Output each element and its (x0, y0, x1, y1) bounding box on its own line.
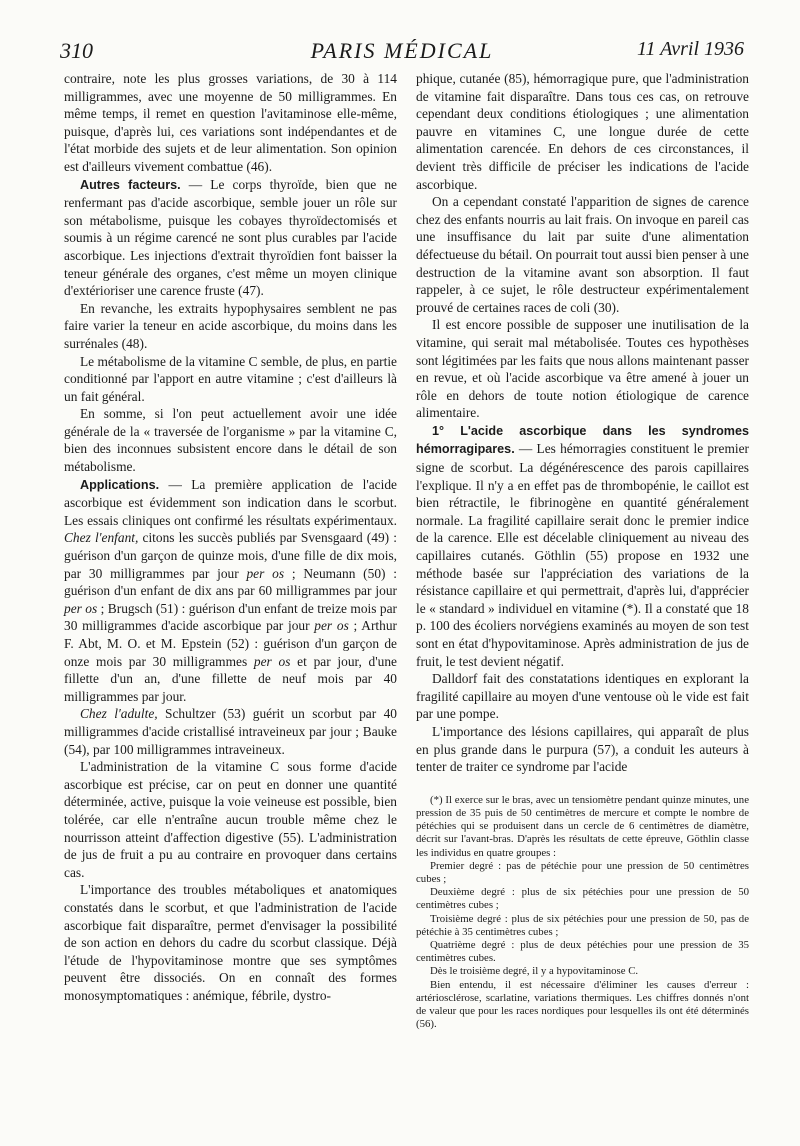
footnote-paragraph: Troisième degré : plus de six pétéchies pour une pression de 50, pas de pétéchie à 35 centimètres cubes ; (416, 912, 749, 938)
section-heading: 1° L'acide ascorbique dans les syndromes hémorragipares. (416, 423, 749, 457)
footnote (416, 794, 749, 1032)
paragraph: En somme, si l'on peut actuellement avoir une idée générale de la « traversée de l'organisme » par la vitamine C, bien des inconnues subsistent encore dans le détail de son métabolisme. (64, 406, 397, 475)
italic-text: Chez l'enfant, (64, 530, 139, 546)
section-heading: Applications. (80, 477, 160, 492)
footnote-paragraph: Deuxième degré : plus de six pétéchies pour une pression de 50 centimètres cubes ; (416, 886, 749, 912)
footnote-paragraph: Dès le troisième degré, il y a hypovitaminose C. (430, 965, 639, 978)
footnote-paragraph: Premier degré : pas de pétéchie pour une pression de 50 centimètres cubes ; (416, 859, 749, 885)
left-column (64, 70, 397, 1004)
paragraph-text: ; Neumann (50) : guérison d'un enfant de dix ans par 60 milligrammes par jour (64, 565, 397, 599)
paragraph: On a cependant constaté l'apparition de signes de carence chez des enfants nourris au lait frais. On invoque en pareil cas une insuffisance du lait par suite d'une alimentation défectueuse du bétail. On pourrait tout aussi bien penser à une destruction de la vitamine avant son absorption. Il faut rappeler, à ce sujet, le rôle destructeur expérimentalement prouvé de certaines races de coli (30). (416, 194, 749, 315)
paragraph: L'administration de la vitamine C sous forme d'acide ascorbique est précise, car on peut en donner une quantité déterminée, active, puisque la voie veineuse est possible, bien tolérée, car elle n'entraîne aucun trouble même chez le nourrisson atteint d'affection digestive (55). L'administration de jus de fruit a pu au contraire en provoquer dans certains cas. (64, 759, 397, 880)
paragraph-text: ; Arthur F. Abt, M. O. et M. Epstein (52) : guérison d'un garçon de onze mois par 30 milligrammes (64, 618, 397, 669)
paragraph (64, 176, 397, 300)
italic-text: per os (64, 600, 98, 616)
issue-date: 11 Avril 1936 (636, 38, 744, 60)
paragraph: L'importance des lésions capillaires, qui apparaît de plus en plus grande dans le purpura (57), a conduit les auteurs à tenter de traiter ce syndrome par l'acide (416, 723, 749, 775)
paragraph-text: Schultzer (53) guérit un scorbut par 40 milligrammes d'acide cristallisé intraveineux par jour ; Bauke (54), par 100 milligrammes intraveineux. (64, 706, 397, 757)
paragraph-text: ; Brugsch (51) : guérison d'un enfant de treize mois par 30 milligrammes d'acide ascorbique par jour (64, 600, 397, 634)
running-header (60, 38, 744, 68)
paragraph-text: — La première application de l'acide ascorbique est évidemment son indication dans le scorbut. Les essais cliniques ont confirmé les résultats expérimentaux. (64, 476, 397, 528)
paragraph (416, 422, 749, 670)
footnote-paragraph: Bien entendu, il est nécessaire d'éliminer les causes d'erreur : artériosclérose, scarlatine, variations thermiques. Les chiffres donnés n'ont de valeur que pour les races nordiques pour lesquelles ils ont été déterminés (56). (416, 978, 749, 1031)
italic-text: per os (246, 565, 285, 581)
paragraph: Dalldorf fait des constatations identiques en explorant la fragilité capillaire au moyen d'une ventouse où le vide est fait par une pompe. (416, 671, 749, 722)
paragraph-text: — Le corps thyroïde, bien que ne renfermant pas d'acide ascorbique, semble jouer un rôle sur son métabolisme, puisque les cobayes thyroïdectomisés et soumis à un régime carencé ne sont plus curables par l'acide ascorbique. Les injections d'extrait thyroïdien font baisser la teneur générale des organes, c'est même un moyen clinique d'extérioriser une carence fruste (47). (64, 176, 397, 299)
italic-text: Chez l'adulte, (80, 706, 158, 722)
italic-text: per os (253, 653, 291, 669)
paragraph-text: et par jour, d'une fillette d'un an, d'une fillette de neuf mois par 40 milligrammes par jour. (64, 653, 398, 704)
right-column (416, 70, 749, 1031)
footnote-paragraph: Quatrième degré : plus de deux pétéchies pour une pression de 35 centimètres cubes. (416, 938, 749, 965)
paragraph: contraire, note les plus grosses variations, de 30 à 114 milligrammes, avec une moyenne de 50 milligrammes. En même temps, il remet en question l'avitaminose elle-même, puisque, d'après lui, ces variations sont indépendantes et de l'état morbide des sujets et de leur alimentation. Son opinion est d'ailleurs vivement combattue (46). (64, 71, 397, 174)
footnote-paragraph: (*) Il exerce sur le bras, avec un tensiomètre pendant quinze minutes, une pression de 35 puis de 50 centimètres de mercure et compte le nombre de pétéchies qui se produisent dans un cercle de 6 centimètres de diamètre, décrit sur l'avant-bras. D'après les résultats de cette épreuve, Göthlin classe les individus en quatre groupes : (416, 793, 749, 859)
paragraph (64, 705, 397, 758)
paragraph (64, 476, 397, 706)
paragraph: Le métabolisme de la vitamine C semble, de plus, en partie conditionné par l'apport en autre vitamine ; c'est d'ailleurs là un fait général. (64, 353, 397, 404)
paragraph: Il est encore possible de supposer une inutilisation de la vitamine, qui serait mal métabolisée. Toutes ces hypothèses sont légitimées par les faits que nous allons maintenant passer en revue, et où l'acide ascorbique va être amené à jouer un rôle en dehors de toute notion étiologique de carence alimentaire. (416, 317, 749, 421)
paragraph-text: — Les hémorragies constituent le premier signe de scorbut. La dégénérescence des parois capillaires l'explique. Il n'y a en effet pas de thrombopénie, le caillot est bien rétractile, le fibrinogène en quantité généralement normale. La fragilité capillaire serait donc le premier indice de la carence. Elle est décelable cliniquement au niveau des capillaires cutanés. Göthlin (55) propose en 1932 une méthode basée sur l'appréciation des variations de la résistance capillaire et qui permettrait, d'après lui, d'apprécier le « standard » individuel en vitamine (*). Il a constaté que 18 p. 100 des écoliers norvégiens examinés au moyen de son test sont en état d'hypovitaminose. Après administration de jus de fruit, le test devient négatif. (416, 441, 749, 669)
section-heading: Autres facteurs. (80, 177, 181, 192)
journal-title: PARIS MÉDICAL (310, 38, 494, 63)
paragraph: En revanche, les extraits hypophysaires semblent ne pas faire varier la teneur en acide ascorbique, du moins dans les surrénales (48). (64, 300, 397, 351)
italic-text: per os (314, 618, 349, 634)
paragraph-text: citons les succès publiés par Svensgaard (49) : guérison d'un garçon de quinze mois, d'une fille de dix mois, par 30 milligrammes par jour (64, 530, 398, 581)
page-number: 310 (60, 38, 93, 63)
paragraph: phique, cutanée (85), hémorragique pure, que l'administration de vitamine fait disparaître. Dans tous ces cas, on retrouve cependant deux conditions étiologiques ; une alimentation pauvre en vitamines C, une longue durée de cette alimentation carencée. En dehors de ces circonstances, il devient très difficile de préciser les indications de l'acide ascorbique. (416, 71, 749, 192)
paragraph: L'importance des troubles métaboliques et anatomiques constatés dans le scorbut, et que l'administration de l'acide ascorbique fait disparaître, permet d'envisager la possibilité de son action en dehors du cadre du scorbut classique. Déjà l'étude de l'hypovitaminose montre que ses symptômes peuvent être dissociés. On en connaît des formes monosymptomatiques : anémique, fébrile, dystro- (64, 882, 397, 1003)
